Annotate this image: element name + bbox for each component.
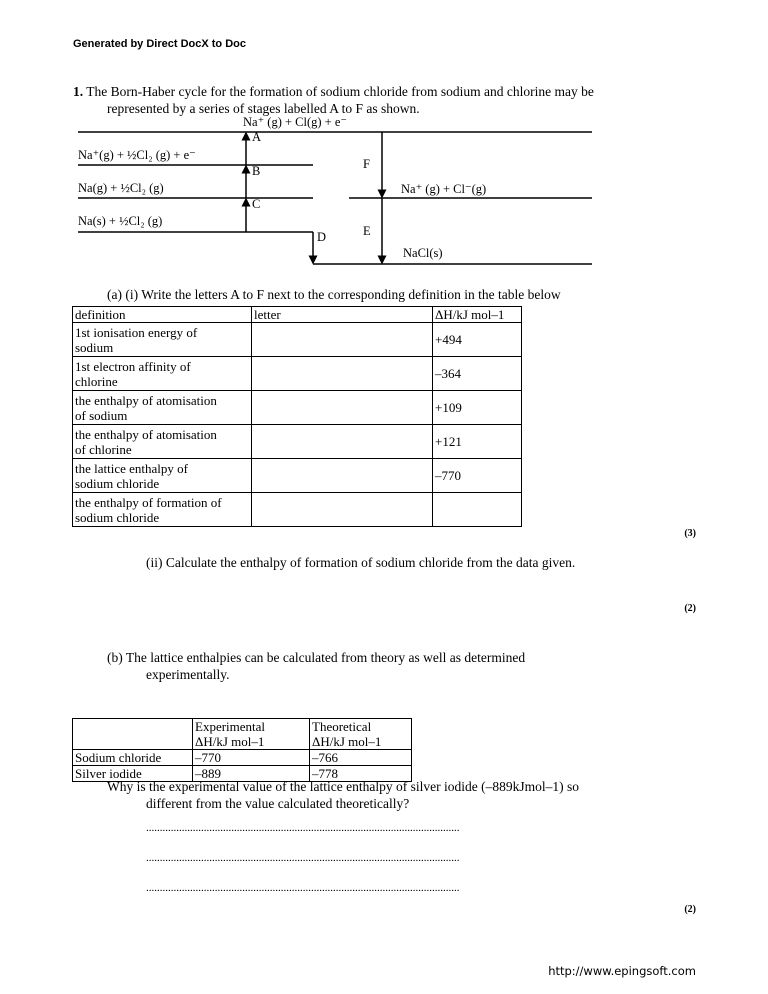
part-b-line2: experimentally. [146, 667, 230, 682]
part-a-ii-prompt: (ii) Calculate the enthalpy of formation of sodium chloride from the data given. [146, 555, 576, 570]
letter-b: B [252, 164, 261, 178]
letter-cell[interactable] [252, 391, 433, 425]
letter-cell[interactable] [252, 425, 433, 459]
question-number: 1. [73, 84, 84, 99]
table-row: the lattice enthalpy of sodium chloride –770 [73, 459, 522, 493]
table-header-row: Experimental ΔH/kJ mol–1 Theoretical ΔH/kJ mol–1 [73, 719, 412, 750]
label-top-level: Na⁺ (g) + Cl(g) + e⁻ [243, 115, 348, 129]
label-level-2: Na⁺(g) + ½Cl₂ (g) + e⁻ [78, 148, 196, 162]
letter-f: F [363, 157, 370, 171]
letter-d: D [317, 230, 327, 244]
letter-a: A [252, 130, 262, 144]
why-line1: Why is the experimental value of the lattice enthalpy of silver iodide (–889kJmol–1) so [107, 779, 579, 794]
table-row: the enthalpy of formation of sodium chloride [73, 493, 522, 527]
label-level-4: Na(s) + ½Cl₂ (g) [78, 214, 163, 228]
born-haber-diagram [0, 0, 768, 280]
letter-cell[interactable] [252, 323, 433, 357]
label-bottom: NaCl(s) [403, 246, 443, 260]
table-row: Sodium chloride –770 –766 [73, 750, 412, 766]
letter-c: C [252, 197, 261, 211]
letter-cell[interactable] [252, 493, 433, 527]
table-row: the enthalpy of atomisation of sodium +109 [73, 391, 522, 425]
label-right-mid: Na⁺ (g) + Cl⁻(g) [401, 182, 487, 196]
generator-header: Generated by Direct DocX to Doc [73, 38, 246, 50]
why-line2: different from the value calculated theoretically? [146, 796, 410, 811]
question-intro-line2: represented by a series of stages labelled A to F as shown. [107, 101, 420, 116]
answer-line[interactable]: .................................................................................................................. [146, 852, 460, 864]
lattice-table [72, 718, 412, 782]
part-b-line1: (b) The lattice enthalpies can be calculated from theory as well as determined [107, 650, 526, 665]
header-letter: letter [252, 307, 433, 323]
label-level-3: Na(g) + ½Cl₂ (g) [78, 181, 164, 195]
footer-url[interactable]: http://www.epingsoft.com [548, 964, 696, 978]
intro-line: The Born-Haber cycle for the formation of sodium chloride from sodium and chlorine may be [86, 84, 594, 99]
header-dh: ΔH/kJ mol–1 [433, 307, 522, 323]
marks-a-i: (3) [684, 528, 696, 539]
letter-e: E [363, 224, 371, 238]
table-row: Silver iodide –889 –778 [73, 766, 412, 782]
table-header-row [73, 307, 522, 323]
table-row: 1st ionisation energy of sodium +494 [73, 323, 522, 357]
table-row: the enthalpy of atomisation of chlorine +121 [73, 425, 522, 459]
answer-line[interactable]: .................................................................................................................. [146, 882, 460, 894]
answer-line[interactable]: .................................................................................................................. [146, 822, 460, 834]
letter-cell[interactable] [252, 459, 433, 493]
marks-b: (2) [684, 904, 696, 915]
letter-cell[interactable] [252, 357, 433, 391]
header-definition: definition [73, 307, 252, 323]
part-a-i-prompt: (a) (i) Write the letters A to F next to the corresponding definition in the table below [107, 287, 561, 302]
table-row: 1st electron affinity of chlorine –364 [73, 357, 522, 391]
marks-a-ii: (2) [684, 603, 696, 614]
definitions-table [72, 306, 522, 527]
